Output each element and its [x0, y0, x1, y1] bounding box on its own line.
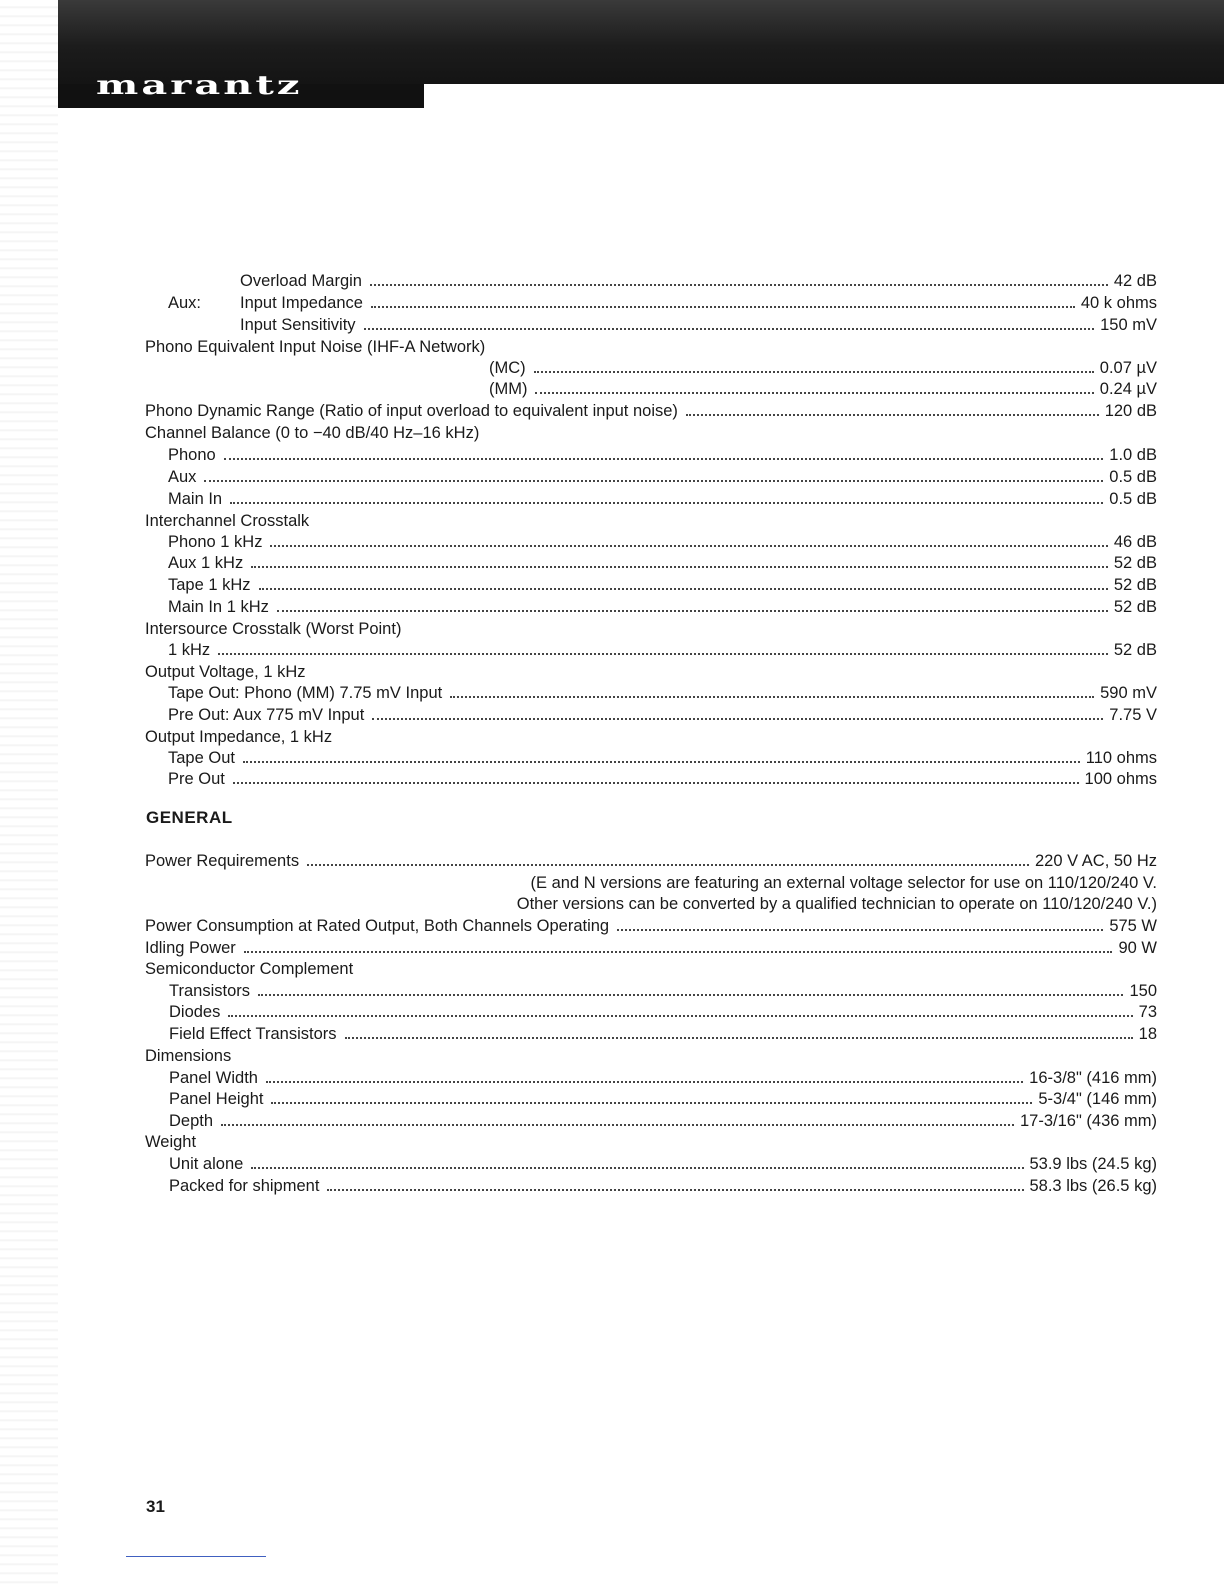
spec-balance-aux — [145, 466, 1157, 488]
spec-label: Pre Out: Aux 775 mV Input — [168, 706, 365, 724]
leader-dots — [277, 610, 1108, 612]
spec-power-requirements — [145, 850, 1157, 872]
spec-diodes — [145, 1001, 1157, 1023]
spec-is-1khz — [145, 639, 1157, 661]
spec-value: 42 dB — [1113, 272, 1157, 290]
spec-label: Diodes — [169, 1003, 221, 1021]
leader-dots — [270, 545, 1107, 547]
spec-label: Phono 1 kHz — [168, 533, 263, 551]
scan-left-margin — [0, 0, 58, 1584]
phono-noise-heading: Phono Equivalent Input Noise (IHF-A Network) — [145, 338, 486, 356]
spec-value: 40 k ohms — [1080, 294, 1157, 312]
spec-label: Transistors — [169, 982, 250, 1000]
page-number: 31 — [146, 1497, 165, 1516]
footer-rule — [126, 1556, 266, 1557]
spec-label: Unit alone — [169, 1155, 244, 1173]
spec-label: Main In — [168, 490, 223, 508]
spec-value: 17-3/16" (436 mm) — [1020, 1112, 1157, 1130]
leader-dots — [221, 1124, 1014, 1126]
leader-dots — [534, 371, 1094, 373]
spec-label: Panel Height — [169, 1090, 264, 1108]
brand-logo: marantz — [96, 70, 303, 101]
spec-value: 220 V AC, 50 Hz — [1035, 852, 1157, 870]
intersource-heading: Intersource Crosstalk (Worst Point) — [145, 620, 402, 638]
spec-label: Phono Dynamic Range (Ratio of input overload to equivalent input noise) — [145, 402, 678, 420]
spec-value: 46 dB — [1113, 533, 1157, 551]
leader-dots — [617, 929, 1103, 931]
spec-ov-pre-out — [145, 704, 1157, 726]
spec-value: 18 — [1138, 1025, 1157, 1043]
spec-value: 150 mV — [1100, 316, 1157, 334]
spec-overload-margin — [145, 270, 1157, 292]
spec-value: 0.24 µV — [1099, 380, 1157, 398]
spec-unit-alone — [145, 1153, 1157, 1175]
spec-label: Main In 1 kHz — [168, 598, 269, 616]
spec-ic-phono — [145, 531, 1157, 553]
leader-dots — [370, 284, 1108, 286]
spec-value: 73 — [1138, 1003, 1157, 1021]
spec-power-consumption — [145, 915, 1157, 937]
spec-value: 575 W — [1109, 917, 1157, 935]
leader-dots — [266, 1081, 1023, 1083]
spec-ic-tape — [145, 574, 1157, 596]
power-note-2: Other versions can be converted by a qualified technician to operate on 110/120/240 V.) — [516, 895, 1157, 913]
spec-label: Field Effect Transistors — [169, 1025, 337, 1043]
weight-heading: Weight — [145, 1133, 197, 1151]
power-note-1: (E and N versions are featuring an external voltage selector for use on 110/120/240 V. — [530, 874, 1157, 892]
spec-label: Aux 1 kHz — [168, 554, 244, 572]
spec-oi-pre-out — [145, 768, 1157, 790]
spec-value: 53.9 lbs (24.5 kg) — [1029, 1155, 1157, 1173]
spec-label: Input Sensitivity — [240, 316, 356, 334]
spec-phono-dynamic-range — [145, 400, 1157, 422]
spec-label: Power Requirements — [145, 852, 300, 870]
leader-dots — [307, 864, 1029, 866]
leader-dots — [345, 1037, 1133, 1039]
spec-value: 0.5 dB — [1109, 490, 1157, 508]
spec-aux-input-sensitivity — [145, 314, 1157, 336]
spec-value: 120 dB — [1104, 402, 1157, 420]
leader-dots — [372, 718, 1103, 720]
leader-dots — [271, 1102, 1032, 1104]
spec-value: 100 ohms — [1084, 770, 1157, 788]
spec-ic-aux — [145, 552, 1157, 574]
leader-dots — [243, 761, 1080, 763]
spec-panel-width — [145, 1067, 1157, 1089]
spec-value: 5-3/4" (146 mm) — [1038, 1090, 1157, 1108]
spec-idling-power — [145, 937, 1157, 959]
spec-label: (MC) — [489, 359, 526, 377]
leader-dots — [228, 1015, 1132, 1017]
aux-prefix: Aux: — [168, 294, 202, 312]
output-voltage-heading: Output Voltage, 1 kHz — [145, 663, 306, 681]
spec-ov-tape-out — [145, 682, 1157, 704]
spec-value: 7.75 V — [1109, 706, 1157, 724]
spec-panel-height — [145, 1088, 1157, 1110]
leader-dots — [258, 994, 1123, 996]
spec-value: 52 dB — [1113, 598, 1157, 616]
spec-label: Panel Width — [169, 1069, 258, 1087]
leader-dots — [450, 696, 1094, 698]
spec-label: Tape Out: Phono (MM) 7.75 mV Input — [168, 684, 443, 702]
spec-fets — [145, 1023, 1157, 1045]
spec-value: 90 W — [1118, 939, 1157, 957]
spec-label: Phono — [168, 446, 216, 464]
leader-dots — [364, 328, 1095, 330]
spec-label: Pre Out — [168, 770, 225, 788]
spec-depth — [145, 1110, 1157, 1132]
spec-label: Tape 1 kHz — [168, 576, 251, 594]
spec-phono-noise-mc — [145, 357, 1157, 379]
spec-balance-main-in — [145, 488, 1157, 510]
dimensions-heading: Dimensions — [145, 1047, 232, 1065]
spec-oi-tape-out — [145, 747, 1157, 769]
leader-dots — [230, 502, 1103, 504]
spec-packed — [145, 1175, 1157, 1197]
spec-label: 1 kHz — [168, 641, 211, 659]
spec-label: Aux — [168, 468, 197, 486]
spec-ic-main-in — [145, 596, 1157, 618]
leader-dots — [251, 1167, 1023, 1169]
spec-value: 1.0 dB — [1109, 446, 1157, 464]
leader-dots — [327, 1189, 1023, 1191]
spec-phono-noise-mm — [145, 378, 1157, 400]
spec-value: 58.3 lbs (26.5 kg) — [1029, 1177, 1157, 1195]
spec-value: 52 dB — [1113, 641, 1157, 659]
channel-balance-heading: Channel Balance (0 to −40 dB/40 Hz–16 kHz) — [145, 424, 480, 442]
spec-value: 150 — [1129, 982, 1157, 1000]
leader-dots — [204, 480, 1103, 482]
spec-label: Overload Margin — [240, 272, 362, 290]
spec-label: Tape Out — [168, 749, 235, 767]
semiconductor-heading: Semiconductor Complement — [145, 960, 354, 978]
spec-value: 0.5 dB — [1109, 468, 1157, 486]
interchannel-heading: Interchannel Crosstalk — [145, 512, 310, 530]
output-impedance-heading: Output Impedance, 1 kHz — [145, 728, 333, 746]
leader-dots — [224, 458, 1104, 460]
leader-dots — [233, 782, 1079, 784]
leader-dots — [251, 566, 1108, 568]
spec-aux-input-impedance — [145, 292, 1157, 314]
spec-transistors — [145, 980, 1157, 1002]
leader-dots — [259, 588, 1108, 590]
spec-value: 52 dB — [1113, 576, 1157, 594]
spec-label: Depth — [169, 1112, 214, 1130]
spec-value: 110 ohms — [1085, 749, 1157, 767]
leader-dots — [371, 306, 1075, 308]
spec-value: 0.07 µV — [1099, 359, 1157, 377]
spec-label: (MM) — [489, 380, 528, 398]
leader-dots — [244, 951, 1113, 953]
spec-balance-phono — [145, 444, 1157, 466]
spec-value: 52 dB — [1113, 554, 1157, 572]
spec-label: Packed for shipment — [169, 1177, 320, 1195]
general-section-title: GENERAL — [146, 808, 233, 827]
leader-dots — [218, 653, 1108, 655]
spec-label: Power Consumption at Rated Output, Both Channels Operating — [145, 917, 610, 935]
spec-value: 590 mV — [1100, 684, 1157, 702]
spec-label: Input Impedance — [240, 294, 363, 312]
spec-label: Idling Power — [145, 939, 236, 957]
spec-value: 16-3/8" (416 mm) — [1029, 1069, 1157, 1087]
leader-dots — [535, 392, 1093, 394]
leader-dots — [686, 414, 1099, 416]
